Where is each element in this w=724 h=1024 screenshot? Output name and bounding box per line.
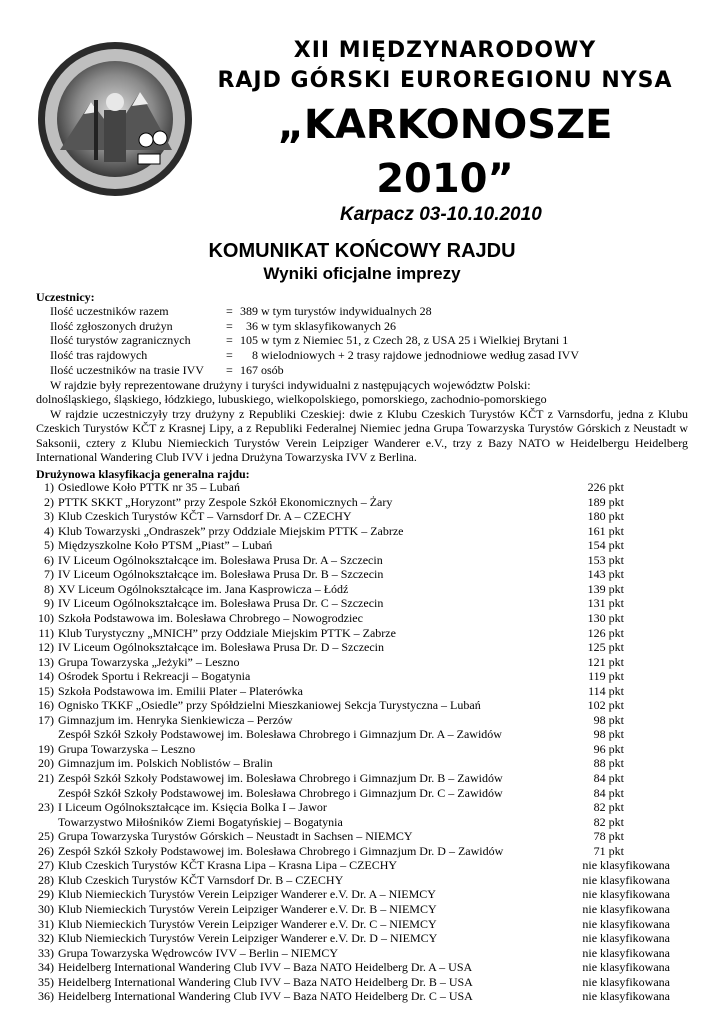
ranking-number: 16) <box>38 698 54 713</box>
ranking-team-name: Szkoła Podstawowa im. Emilii Plater – Platerówka <box>58 683 303 698</box>
ranking-row <box>30 669 674 684</box>
ranking-row <box>30 844 674 859</box>
ranking-row <box>30 742 674 757</box>
ranking-number: 35) <box>38 974 54 989</box>
stat-row <box>50 348 579 363</box>
ranking-points: 82 pkt <box>593 800 624 815</box>
ranking-team-name: IV Liceum Ogólnokształcące im. Bolesława Prusa Dr. D – Szczecin <box>58 640 385 655</box>
ranking-row <box>30 829 674 844</box>
ranking-number: 36) <box>38 989 54 1004</box>
ranking-team-name: Międzyszkolne Koło PTSM „Piast” – Lubań <box>58 538 273 553</box>
header-line-3: „KARKONOSZE <box>277 102 613 148</box>
stat-row <box>50 304 432 319</box>
ranking-number: 7) <box>44 567 54 582</box>
ranking-row <box>30 553 674 568</box>
stat-row <box>50 363 284 378</box>
ranking-team-name: XV Liceum Ogólnokształcące im. Jana Kasprowicza – Łódź <box>58 581 349 596</box>
ranking-number: 17) <box>38 712 54 727</box>
ranking-number: 5) <box>44 538 54 553</box>
ranking-team-name: IV Liceum Ogólnokształcące im. Bolesława Prusa Dr. A – Szczecin <box>58 552 383 567</box>
stat-label: Ilość zgłoszonych drużyn <box>50 318 173 333</box>
classification-heading: Drużynowa klasyfikacja generalna rajdu: <box>36 467 250 481</box>
stat-label: Ilość tras rajdowych <box>50 348 148 363</box>
ranking-row <box>30 567 674 582</box>
ranking-points: 78 pkt <box>593 829 624 844</box>
ranking-number: 12) <box>38 640 54 655</box>
stat-equals: = <box>226 304 233 318</box>
ranking-number: 27) <box>38 858 54 873</box>
regions-intro: W rajdzie były reprezentowane drużyny i turyści indywidualni z następujących województw Polski: <box>50 378 531 392</box>
ranking-status: nie klasyfikowana <box>582 872 670 887</box>
ranking-number: 32) <box>38 931 54 946</box>
ranking-points: 88 pkt <box>593 756 624 771</box>
ranking-status: nie klasyfikowana <box>582 887 670 902</box>
ranking-row <box>30 989 674 1004</box>
place-date: Karpacz 03-10.10.2010 <box>340 204 542 225</box>
stat-equals: = <box>226 362 233 377</box>
ranking-team-name: Grupa Towarzyska – Leszno <box>58 741 196 756</box>
participants-heading: Uczestnicy: <box>36 290 95 304</box>
ranking-row <box>30 931 674 946</box>
stat-equals: = <box>226 318 233 333</box>
ranking-points: 71 pkt <box>593 843 624 858</box>
ranking-team-name: Klub Niemieckich Turystów Verein Leipziger Wanderer e.V. Dr. D – NIEMCY <box>58 931 438 946</box>
ranking-row <box>30 640 674 655</box>
ranking-status: nie klasyfikowana <box>582 974 670 989</box>
ranking-team-name: Heidelberg International Wandering Club IVV – Baza NATO Heidelberg Dr. B – USA <box>58 974 473 989</box>
stat-value: 389 w tym turystów indywidualnych 28 <box>240 304 432 318</box>
ranking-team-name: Heidelberg International Wandering Club IVV – Baza NATO Heidelberg Dr. C – USA <box>58 989 473 1004</box>
ranking-number: 25) <box>38 829 54 844</box>
stat-value: 105 w tym z Niemiec 51, z Czech 28, z USA 25 i Wielkiej Brytani 1 <box>240 333 569 348</box>
ranking-number: 14) <box>38 669 54 684</box>
ranking-row <box>30 698 674 713</box>
ranking-number: 3) <box>44 509 54 524</box>
ranking-points: 161 pkt <box>587 523 624 538</box>
ranking-points: 102 pkt <box>587 698 624 713</box>
ranking-points: 119 pkt <box>588 669 624 684</box>
ranking-points: 126 pkt <box>587 625 624 640</box>
ranking-row <box>30 815 674 830</box>
ranking-number: 26) <box>38 843 54 858</box>
ranking-team-name: Klub Czeskich Turystów KČT Krasna Lipa – Krasna Lipa – CZECHY <box>58 858 398 873</box>
ranking-points: 139 pkt <box>587 581 624 596</box>
stat-value: 36 w tym sklasyfikowanych 26 <box>240 318 396 333</box>
ranking-team-name: Zespół Szkół Szkoły Podstawowej im. Bolesława Chrobrego i Gimnazjum Dr. C – Zawidów <box>58 785 503 800</box>
ranking-number: 10) <box>38 610 54 625</box>
ranking-number: 30) <box>38 901 54 916</box>
ranking-row <box>30 713 674 728</box>
ranking-row <box>30 684 674 699</box>
ranking-team-name: IV Liceum Ogólnokształcące im. Bolesława Prusa Dr. B – Szczecin <box>58 567 384 582</box>
ranking-team-name: IV Liceum Ogólnokształcące im. Bolesława Prusa Dr. C – Szczecin <box>58 596 384 611</box>
stat-label: Ilość turystów zagranicznych <box>50 333 191 348</box>
ranking-team-name: Gimnazjum im. Henryka Sienkiewicza – Perzów <box>58 712 293 727</box>
ranking-number: 11) <box>38 625 54 640</box>
document-title: KOMUNIKAT KOŃCOWY RAJDU <box>208 240 516 262</box>
ranking-number: 8) <box>44 581 54 596</box>
ranking-team-name: Zespół Szkół Szkoły Podstawowej im. Bolesława Chrobrego i Gimnazjum Dr. A – Zawidów <box>58 727 502 742</box>
ranking-points: 82 pkt <box>593 814 624 829</box>
ranking-team-name: Gimnazjum im. Polskich Noblistów – Bralin <box>58 756 273 771</box>
ranking-row <box>30 902 674 917</box>
ranking-row <box>30 524 674 539</box>
ranking-status: nie klasyfikowana <box>582 858 670 873</box>
ranking-row <box>30 873 674 888</box>
ranking-team-name: Klub Niemieckich Turystów Verein Leipziger Wanderer e.V. Dr. B – NIEMCY <box>58 901 437 916</box>
ranking-team-name: Ośrodek Sportu i Rekreacji – Bogatynia <box>58 669 251 684</box>
header-line-4: 2010” <box>376 156 514 202</box>
ranking-number: 2) <box>44 494 54 509</box>
ranking-row <box>30 800 674 815</box>
ranking-row <box>30 495 674 510</box>
stat-equals: = <box>226 333 233 348</box>
ranking-team-name: Klub Niemieckich Turystów Verein Leipziger Wanderer e.V. Dr. C – NIEMCY <box>58 916 437 931</box>
ranking-team-name: Klub Turystyczny „MNICH” przy Oddziale Miejskim PTTK – Zabrze <box>58 625 396 640</box>
ranking-points: 125 pkt <box>587 640 624 655</box>
ranking-points: 153 pkt <box>587 552 624 567</box>
ranking-points: 226 pkt <box>587 480 624 494</box>
ranking-points: 189 pkt <box>587 494 624 509</box>
stat-row <box>50 319 396 334</box>
ranking-row <box>30 626 674 641</box>
ranking-team-name: Towarzystwo Miłośników Ziemi Bogatyńskiej – Bogatynia <box>58 814 343 829</box>
ranking-row <box>30 917 674 932</box>
ranking-row <box>30 480 674 495</box>
ranking-number: 31) <box>38 916 54 931</box>
ranking-status: nie klasyfikowana <box>582 989 670 1004</box>
stat-value: 8 wielodniowych + 2 trasy rajdowe jednodniowe według zasad IVV <box>240 348 580 363</box>
ranking-status: nie klasyfikowana <box>582 931 670 946</box>
ranking-status: nie klasyfikowana <box>582 901 670 916</box>
ranking-row <box>30 771 674 786</box>
ranking-number: 29) <box>38 887 54 902</box>
ranking-points: 98 pkt <box>593 727 624 742</box>
ranking-team-name: Klub Czeskich Turystów KČT Varnsdorf Dr. B – CZECHY <box>58 872 344 887</box>
ranking-number: 13) <box>38 654 54 669</box>
ranking-team-name: Grupa Towarzyska Turystów Górskich – Neustadt in Sachsen – NIEMCY <box>58 829 413 844</box>
event-logo <box>36 40 194 198</box>
ranking-number: 23) <box>38 800 54 815</box>
stat-row <box>50 333 568 348</box>
ranking-points: 130 pkt <box>587 610 624 625</box>
ranking-row <box>30 946 674 961</box>
ranking-row <box>30 786 674 801</box>
stat-label: Ilość uczestników razem <box>50 304 169 318</box>
ranking-status: nie klasyfikowana <box>582 960 670 975</box>
regions-list: dolnośląskiego, śląskiego, łódzkiego, lubuskiego, wielkopolskiego, pomorskiego, zachodnio-pomorskiego <box>36 392 547 406</box>
ranking-points: 131 pkt <box>587 596 624 611</box>
ranking-team-name: Grupa Towarzyska „Jeżyki” – Leszno <box>58 654 240 669</box>
header-line-2: RAJD GÓRSKI EUROREGIONU NYSA <box>217 68 673 93</box>
ranking-team-name: Zespół Szkół Szkoły Podstawowej im. Bolesława Chrobrego i Gimnazjum Dr. D – Zawidów <box>58 843 504 858</box>
ranking-points: 121 pkt <box>587 654 624 669</box>
foreign-teams-paragraph: W rajdzie uczestniczyły trzy drużyny z Republiki Czeskiej: dwie z Klubu Czeskich Turystów KČT z Varnsdorfu, jedna z Klubu Czeskich Turystów KČT z Krasnej Lipy, a z Republiki Federalnej Niemiec jedna Grupa Towarzyska Turystów Górskich z Neustadt w Saksonii, cztery z Klubu Niemieckich Turystów Verein Leipziger Wanderer e.V., trzy z Bazy NATO w Heidelbergu Heidelberg International Wandering Club IVV i jedna Drużyna Towarzyska IVV z Berlina. <box>36 407 688 464</box>
header-line-1: XII MIĘDZYNARODOWY <box>293 38 597 63</box>
ranking-team-name: Szkoła Podstawowa im. Bolesława Chrobrego – Nowogrodziec <box>58 610 363 625</box>
ranking-row <box>30 596 674 611</box>
ranking-number: 33) <box>38 945 54 960</box>
ranking-team-name: Zespół Szkół Szkoły Podstawowej im. Bolesława Chrobrego i Gimnazjum Dr. B – Zawidów <box>58 771 503 785</box>
ranking-team-name: Ognisko TKKF „Osiedle” przy Spółdzielni Mieszkaniowej Sekcja Turystyczna – Lubań <box>58 698 481 713</box>
stat-label: Ilość uczestników na trasie IVV <box>50 362 204 377</box>
ranking-row <box>30 727 674 742</box>
ranking-points: 154 pkt <box>587 538 624 553</box>
ranking-row <box>30 858 674 873</box>
ranking-points: 114 pkt <box>588 683 624 698</box>
ranking-row <box>30 611 674 626</box>
ranking-team-name: Klub Towarzyski „Ondraszek” przy Oddziale Miejskim PTTK – Zabrze <box>58 523 404 538</box>
ranking-team-name: Heidelberg International Wandering Club IVV – Baza NATO Heidelberg Dr. A – USA <box>58 960 473 975</box>
ranking-team-name: Klub Czeskich Turystów KČT – Varnsdorf Dr. A – CZECHY <box>58 509 352 524</box>
ranking-row <box>30 509 674 524</box>
ranking-team-name: PTTK SKKT „Horyzont” przy Zespole Szkół Ekonomicznych – Żary <box>58 494 393 509</box>
ranking-status: nie klasyfikowana <box>582 916 670 931</box>
ranking-number: 15) <box>38 683 54 698</box>
ranking-number: 4) <box>44 523 54 538</box>
ranking-number: 9) <box>44 596 54 611</box>
ranking-points: 143 pkt <box>587 567 624 582</box>
ranking-points: 98 pkt <box>593 712 624 727</box>
ranking-row <box>30 756 674 771</box>
document-subtitle: Wyniki oficjalne imprezy <box>263 264 461 283</box>
ranking-team-name: Grupa Towarzyska Wędrowców IVV – Berlin – NIEMCY <box>58 945 339 960</box>
ranking-team-name: Osiedlowe Koło PTTK nr 35 – Lubań <box>58 480 240 494</box>
ranking-row <box>30 582 674 597</box>
ranking-number: 6) <box>44 552 54 567</box>
ranking-number: 1) <box>44 480 54 494</box>
ranking-row <box>30 655 674 670</box>
stat-value: 167 osób <box>240 362 284 377</box>
ranking-row <box>30 960 674 975</box>
ranking-number: 19) <box>38 741 54 756</box>
ranking-number: 28) <box>38 872 54 887</box>
ranking-number: 34) <box>38 960 54 975</box>
ranking-number: 21) <box>38 771 54 785</box>
ranking-points: 96 pkt <box>593 741 624 756</box>
ranking-row <box>30 975 674 990</box>
ranking-points: 84 pkt <box>593 771 624 785</box>
ranking-points: 180 pkt <box>587 509 624 524</box>
ranking-points: 84 pkt <box>593 785 624 800</box>
ranking-row <box>30 538 674 553</box>
ranking-status: nie klasyfikowana <box>582 945 670 960</box>
ranking-number: 20) <box>38 756 54 771</box>
ranking-team-name: Klub Niemieckich Turystów Verein Leipziger Wanderer e.V. Dr. A – NIEMCY <box>58 887 436 902</box>
ranking-team-name: I Liceum Ogólnokształcące im. Księcia Bolka I – Jawor <box>58 800 327 815</box>
stat-equals: = <box>226 348 233 363</box>
ranking-row <box>30 887 674 902</box>
